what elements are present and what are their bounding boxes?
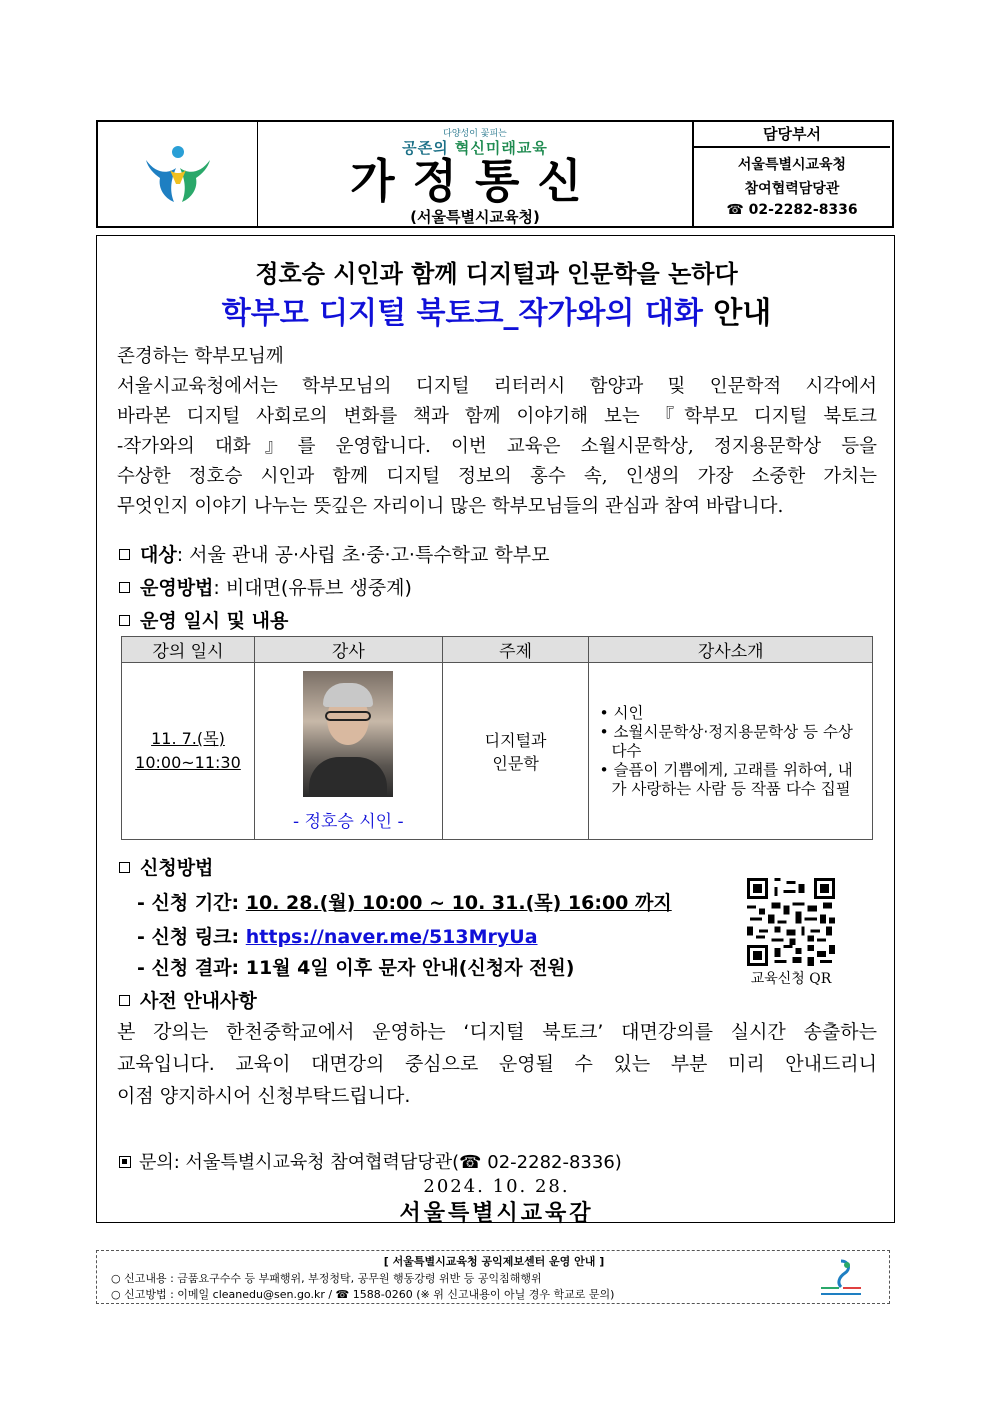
logo-cell [98, 122, 258, 226]
topic-line: 인문학 [492, 754, 539, 773]
schedule-label: 운영 일시 및 내용 [140, 610, 289, 632]
headline-title-suffix: 안내 [702, 296, 772, 331]
inquiry-line [119, 1148, 622, 1174]
qr-code-icon[interactable] [747, 878, 835, 966]
issue-date: 2024. 10. 28. [423, 1176, 570, 1197]
apply-link-label: - 신청 링크: [137, 926, 246, 948]
apply-period [137, 888, 672, 915]
footer-line: ○ 신고내용 : 금품요구수수 등 부패행위, 부정청탁, 공무원 행동강령 위반 등 공익침해행위 [111, 1272, 542, 1285]
intro-line: 수상한 정호승 시인과 함께 디지털 정보의 홍수 속, 인생의 가장 소중한 가치는 [117, 466, 877, 487]
slogan-small: 다양성이 꽃피는 [443, 129, 507, 139]
topic-line: 디지털과 [484, 731, 547, 750]
table-header: 주제 [442, 637, 589, 663]
square-bullet-icon [119, 1156, 131, 1168]
footer-title: [ 서울특별시교육청 공익제보센터 운영 안내 ] [383, 1255, 605, 1268]
checkbox-square-icon [119, 995, 130, 1006]
department-cell [692, 122, 892, 226]
intro-item: • 슬픔이 기쁨에게, 고래를 위하여, 내가 사랑하는 사람 등 작품 다수 집필 [599, 760, 853, 798]
slogan-prefix: 공존의 [402, 139, 455, 157]
department-phone: ☎ 02-2282-8336 [726, 202, 858, 218]
slogan-accent: 혁신미래교육 [454, 139, 548, 157]
target-section [119, 540, 550, 567]
checkbox-square-icon [119, 549, 130, 560]
method-value: : 비대면(유튜브 생중계) [213, 577, 412, 599]
table-row [122, 663, 873, 840]
notice-label: 사전 안내사항 [140, 990, 257, 1012]
clean-seoul-logo-icon [817, 1257, 865, 1301]
lecturer-cell [254, 663, 442, 840]
table-header-row [122, 637, 873, 663]
intro-paragraph [117, 372, 877, 522]
apply-link-url[interactable]: https://naver.me/513MryUa [245, 926, 538, 948]
department-line: 참여협력담당관 [744, 181, 840, 197]
department-line: 서울특별시교육청 [737, 157, 847, 173]
apply-result-value: 11월 4일 이후 문자 안내(신청자 전원) [245, 957, 575, 979]
notice-section [119, 986, 257, 1013]
table-header: 강사소개 [589, 637, 873, 663]
lecturer-intro-cell [589, 663, 873, 840]
intro-line: -작가와의 대화』를 운영합니다. 이번 교육은 소월시문학상, 정지용문학상 등을 [117, 436, 877, 457]
qr-caption: 교육신청 QR [750, 971, 832, 987]
greeting: 존경하는 학부모님께 [117, 346, 284, 367]
notice-line: 본 강의는 한천중학교에서 운영하는 ‘디지털 북토크’ 대면강의를 실시간 송출하는 [117, 1021, 877, 1043]
topic-cell [442, 663, 589, 840]
apply-result [137, 953, 574, 980]
footer-box [96, 1250, 890, 1304]
schedule-section [119, 606, 288, 633]
intro-item: • 시인 [599, 703, 644, 722]
table-header: 강의 일시 [122, 637, 255, 663]
header-box [96, 120, 894, 228]
checkbox-square-icon [119, 862, 130, 873]
table-header: 강사 [254, 637, 442, 663]
lecturer-name: - 정호승 시인 - [293, 811, 404, 832]
checkbox-square-icon [119, 582, 130, 593]
headline-subtitle: 정호승 시인과 함께 디지털과 인문학을 논하다 [255, 260, 738, 288]
target-label: 대상 [140, 544, 177, 566]
method-label: 운영방법 [140, 577, 214, 599]
notice-line: 이점 양지하시어 신청부탁드립니다. [117, 1085, 411, 1107]
title-cell [258, 122, 692, 226]
intro-item: • 소월시문학상·정지용문학상 등 수상 다수 [599, 722, 853, 760]
lecturer-photo [303, 671, 393, 797]
apply-period-value: 10. 28.(월) 10:00 ~ 10. 31.(목) 16:00 까지 [245, 892, 672, 914]
lecture-time: 10:00~11:30 [135, 753, 241, 772]
headline-title-highlight: 학부모 디지털 북토크_작가와의 대화 [221, 296, 703, 331]
method-section [119, 573, 412, 600]
signature: 서울특별시교육감 [399, 1201, 594, 1226]
apply-label: 신청방법 [140, 857, 214, 879]
checkbox-square-icon [119, 615, 130, 626]
page-title: 가정통신 [350, 154, 600, 208]
intro-line: 무엇인지 이야기 나누는 뜻깊은 자리이니 많은 학부모님들의 관심과 참여 바랍니다. [117, 496, 784, 517]
lecture-date: 11. 7.(목) [151, 729, 225, 748]
intro-line: 서울시교육청에서는 학부모님의 디지털 리터러시 함양과 및 인문학적 시각에서 [117, 376, 877, 397]
target-value: : 서울 관내 공·사립 초·중·고·특수학교 학부모 [176, 544, 550, 566]
notice-line: 교육입니다. 교육이 대면강의 중심으로 운영될 수 있는 부분 미리 안내드리니 [117, 1053, 877, 1075]
apply-result-label: - 신청 결과: [137, 957, 246, 979]
apply-link [137, 922, 538, 949]
notice-paragraph [117, 1016, 877, 1112]
seoul-education-logo-icon [140, 144, 216, 206]
main-content-box [96, 235, 895, 1226]
organization-name: (서울특별시교육청) [410, 208, 540, 226]
footer-line: ○ 신고방법 : 이메일 cleanedu@sen.go.kr / ☎ 1588-0260 (※ 위 신고내용이 아닐 경우 학교로 문의) [111, 1288, 615, 1301]
inquiry-text: 문의: 서울특별시교육청 참여협력담당관(☎ 02-2282-8336) [139, 1152, 622, 1173]
apply-period-label: - 신청 기간: [137, 892, 246, 914]
apply-section [119, 853, 213, 880]
department-label: 담당부서 [694, 122, 890, 148]
intro-line: 바라본 디지털 사회로의 변화를 책과 함께 이야기해 보는 『학부모 디지털 북토크 [117, 406, 877, 427]
schedule-table [121, 636, 873, 840]
headline-title [97, 288, 896, 332]
lecture-datetime-cell [122, 663, 255, 840]
